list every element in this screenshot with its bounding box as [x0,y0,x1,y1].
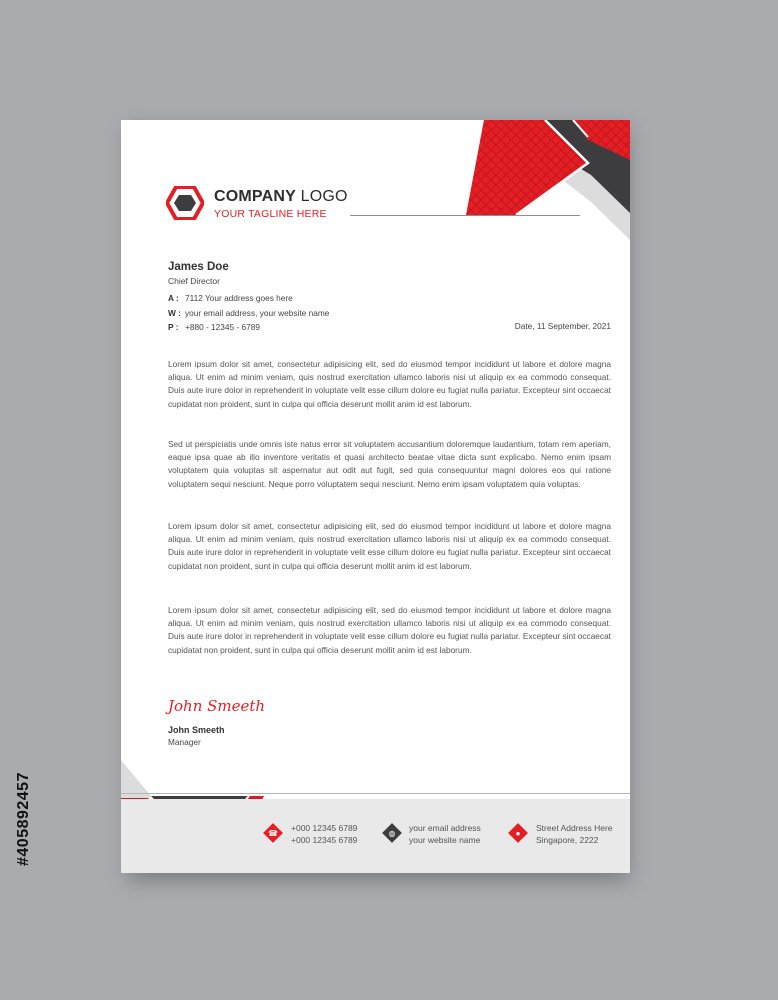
letter-date: Date, 11 September, 2021 [514,321,611,331]
body-paragraph: Lorem ipsum dolor sit amet, consectetur adipisicing elit, sed do eiusmod tempor incididunt ut labore et dolore magna aliqua. Ut enim ad minim veniam, quis nostrud exercitation ullamco laboris nisi ut aliquip ex ea commodo consequat. Duis aute irure dolor in reprehenderit in voluptate velit esse cillum dolore eu fugiat nulla pariatur. Excepteur sint occaecat cupidatat non proident, sunt in culpa qui officia deserunt mollit anim id est laborum. [168,605,611,655]
contact-web: W : your email address, your website name [168,308,330,318]
stock-id: #405892457 [15,772,32,866]
body-paragraph: Lorem ipsum dolor sit amet, consectetur adipisicing elit, sed do eiusmod tempor incididunt ut labore et dolore magna aliqua. Ut enim ad minim veniam, quis nostrud exercitation ullamco laboris nisi ut aliquip ex ea commodo consequat. Duis aute irure dolor in reprehenderit in voluptate velit esse cillum dolore eu fugiat nulla pariatur. Excepteur sint occaecat cupidatat non proident, sunt in culpa qui officia deserunt mollit anim id est laborum. [168,359,611,409]
header-divider [350,215,580,216]
letterhead-page [121,120,630,873]
footer-address: Street Address Here Singapore, 2222 [536,823,613,845]
hexagon-logo-icon [166,186,204,220]
signer-role: Manager [168,737,201,747]
signer-name: John Smeeth [168,725,225,735]
contact-address: A : 7112 Your address goes here [168,293,293,303]
body-paragraph: Sed ut perspiciatis unde omnis iste natus error sit voluptatem accusantium doloremque laudantium, totam rem aperiam, eaque ipsa quae ab illo inventore veritatis et quasi architecto beatae vitae dicta sunt explicabo. Nemo enim ipsam voluptatem quia voluptas sit aspernatur aut odit aut fugit, sed quia consequuntur magni dolores eos qui ratione voluptatem sequi nesciunt. Neque porro voluptatem sequi nesciunt. Nemo enim ipsam voluptatem quia voluptas. [168,439,611,489]
sender-name: James Doe [168,261,229,273]
location-pin-icon: ● [508,823,528,843]
footer-web: your email address your website name [409,823,481,845]
corner-decoration [121,120,630,873]
company-logo-text: COMPANY LOGO [214,188,348,205]
phone-icon: ☎ [263,823,283,843]
footer-divider [121,793,630,794]
body-paragraph: Lorem ipsum dolor sit amet, consectetur adipisicing elit, sed do eiusmod tempor incididunt ut labore et dolore magna aliqua. Ut enim ad minim veniam, quis nostrud exercitation ullamco laboris nisi ut aliquip ex ea commodo consequat. Duis aute irure dolor in reprehenderit in voluptate velit esse cillum dolore eu fugiat nulla pariatur. Excepteur sint occaecat cupidatat non proident, sunt in culpa qui officia deserunt mollit anim id est laborum. [168,521,611,571]
signature: John Smeeth [168,697,266,715]
contact-phone: P : +880 - 12345 - 6789 [168,322,260,332]
footer-phone: +000 12345 6789 +000 12345 6789 [291,823,358,845]
globe-icon: ◍ [382,823,402,843]
sender-title: Chief Director [168,276,220,286]
company-tagline: YOUR TAGLINE HERE [214,208,327,220]
